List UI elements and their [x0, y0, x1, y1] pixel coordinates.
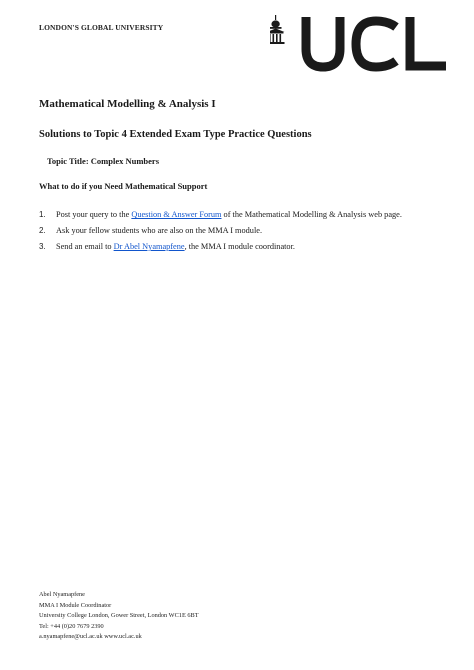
document-title: Mathematical Modelling & Analysis I [39, 98, 216, 110]
footer-address: University College London, Gower Street, London WC1E 6BT [39, 612, 199, 619]
university-tagline: LONDON'S GLOBAL UNIVERSITY [39, 23, 164, 32]
list-item [39, 210, 459, 220]
list-text: , the MMA I module coordinator. [184, 242, 295, 251]
list-text: Ask your fellow students who are also on the MMA I module. [56, 226, 263, 235]
list-item [39, 242, 459, 252]
support-heading: What to do if you Need Mathematical Support [39, 181, 208, 191]
footer-tel: Tel: +44 (0)20 7679 2390 [39, 622, 104, 630]
portico-icon [270, 15, 285, 44]
topic-title: Topic Title: Complex Numbers [47, 156, 160, 166]
list-number: 3. [39, 242, 46, 251]
list-text: Send an email to [56, 242, 114, 251]
list-number: 2. [39, 226, 46, 235]
list-text: Post your query to the [56, 210, 132, 219]
support-list [39, 210, 459, 258]
list-number: 1. [39, 210, 46, 219]
ucl-wordmark [306, 17, 446, 67]
footer-name: Abel Nyamapfene [39, 591, 85, 598]
footer-role: MMA I Module Coordinator [39, 601, 112, 609]
document-subtitle: Solutions to Topic 4 Extended Exam Type Practice Questions [39, 129, 312, 140]
contact-footer [39, 590, 199, 643]
footer-contact: a.nyamapfene@ucl.ac.uk www.ucl.ac.uk [39, 633, 142, 640]
ucl-logo [270, 15, 450, 73]
list-text: of the Mathematical Modelling & Analysis web page. [221, 210, 402, 219]
qa-forum-link[interactable]: Question & Answer Forum [131, 210, 222, 219]
coordinator-email-link[interactable]: Dr Abel Nyamapfene [113, 242, 185, 251]
list-item [39, 226, 459, 236]
